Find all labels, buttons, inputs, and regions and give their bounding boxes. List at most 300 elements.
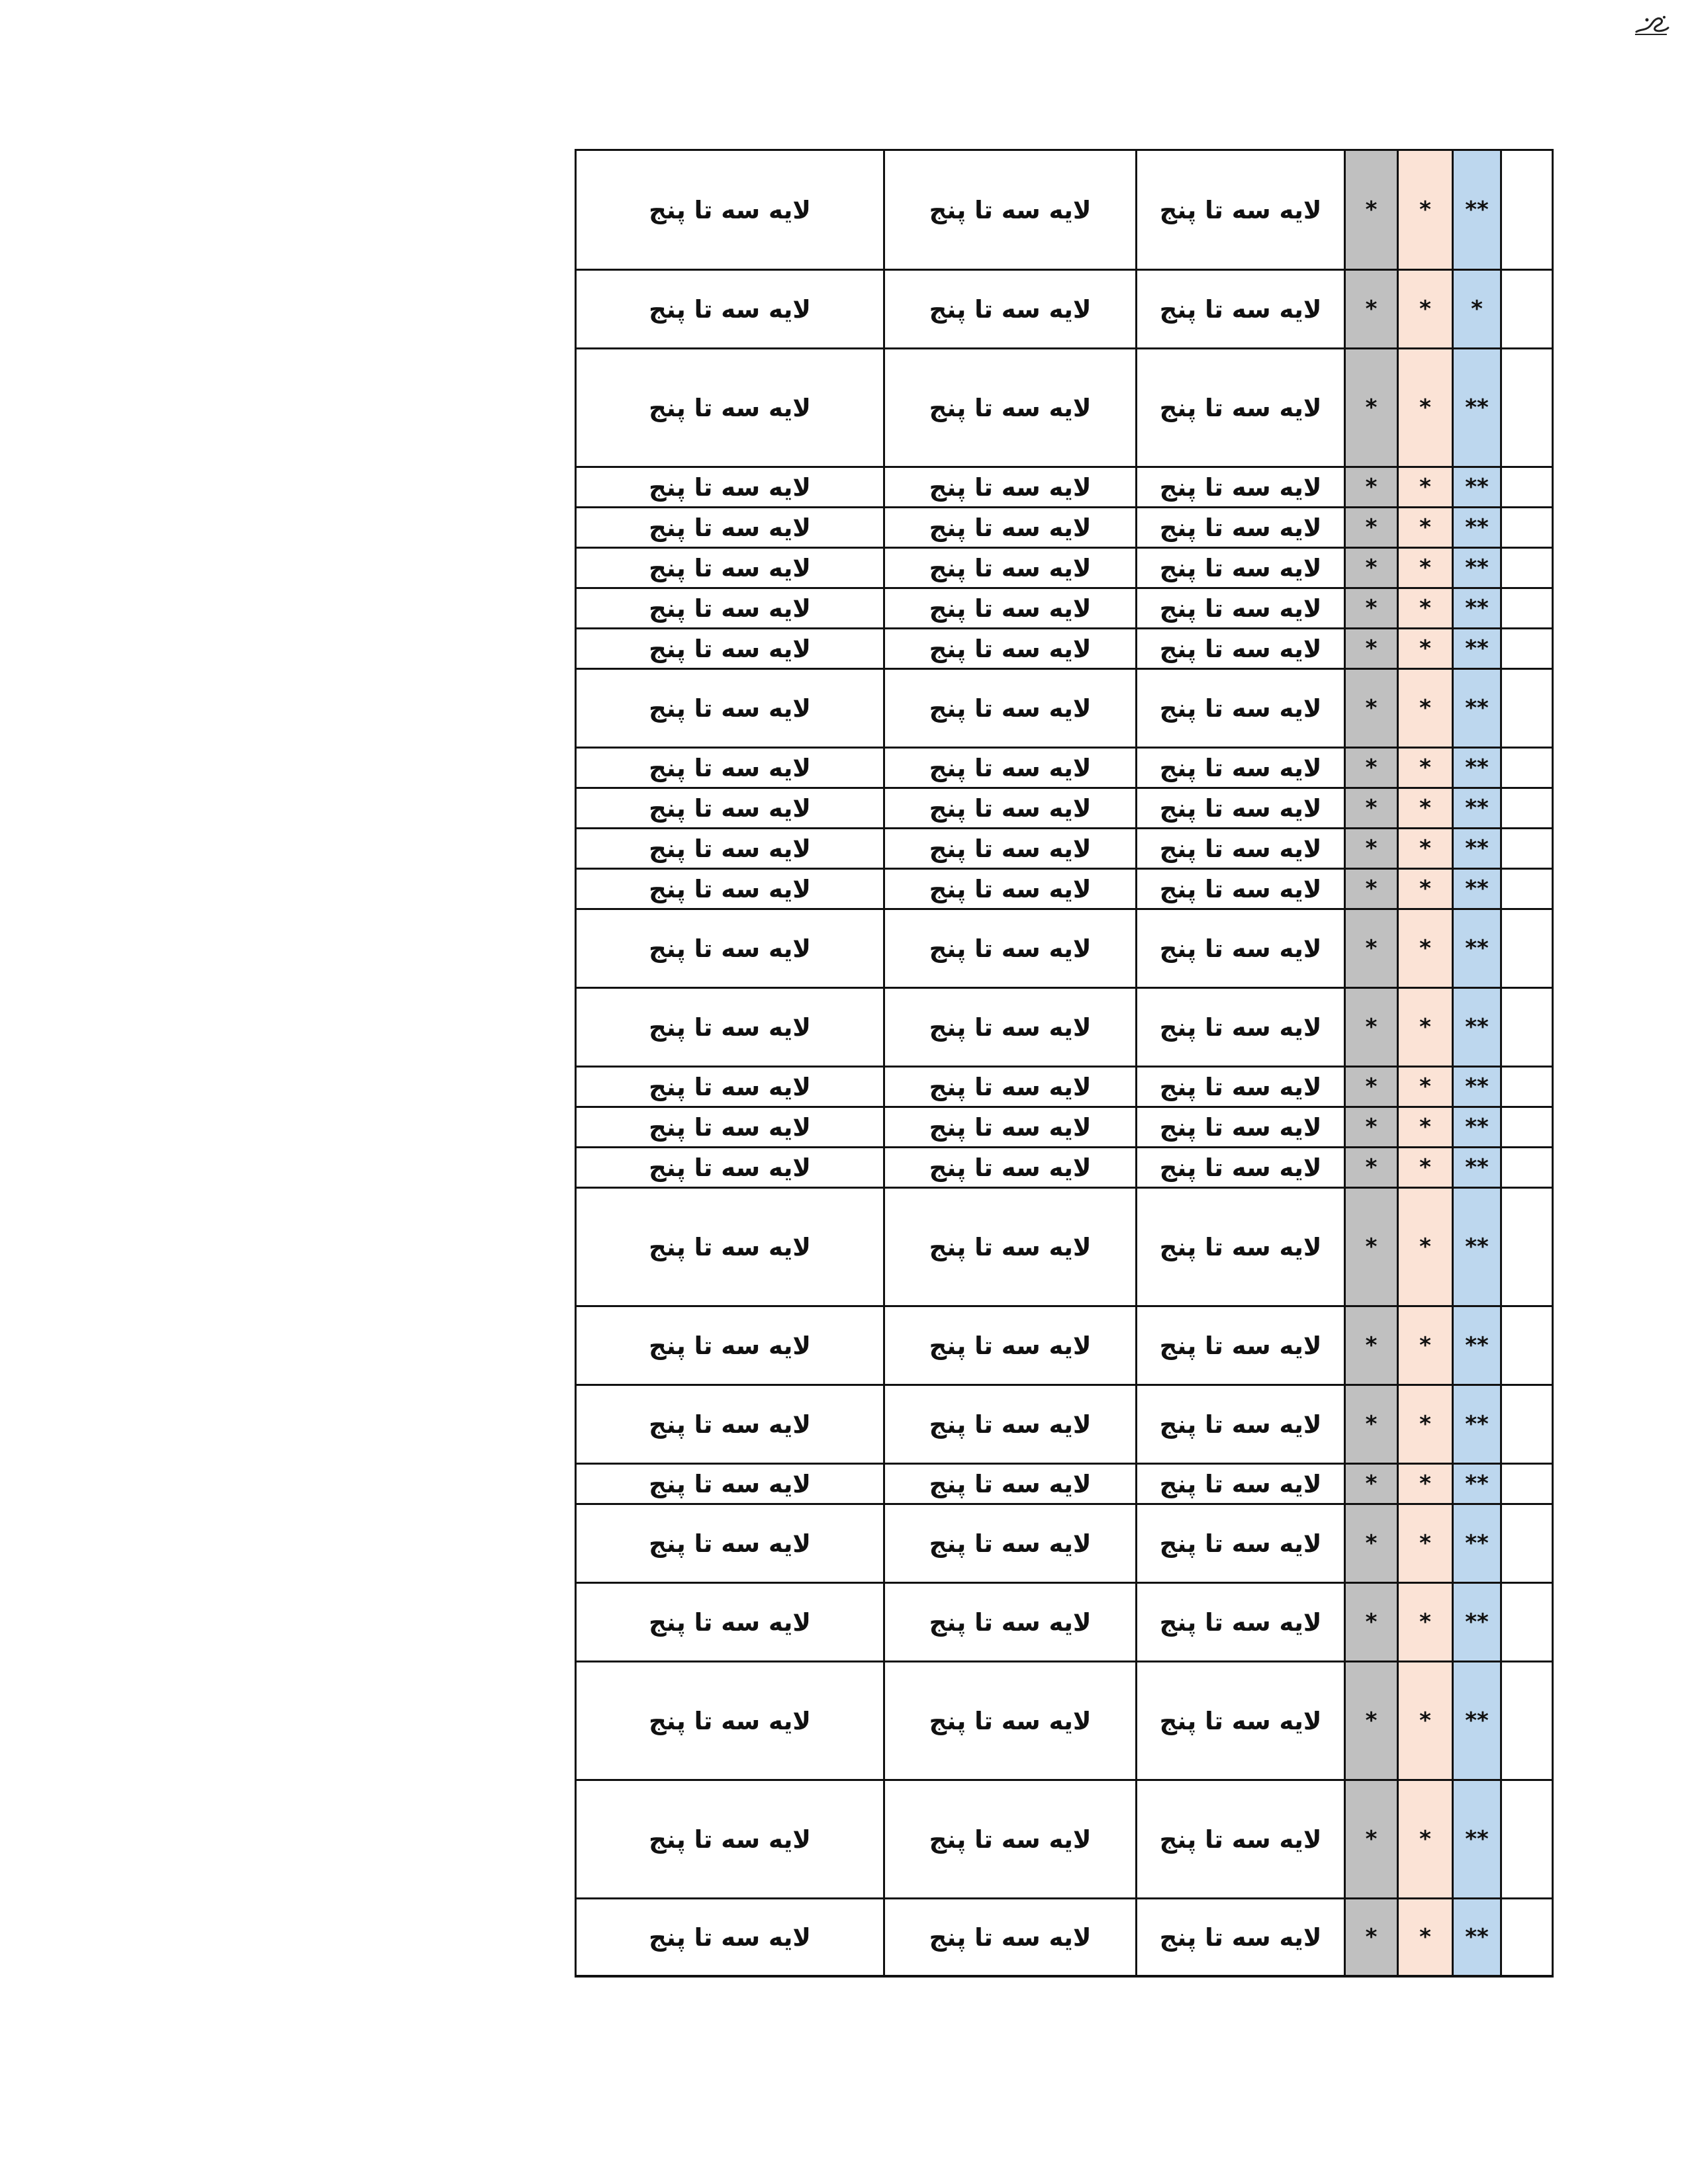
layer-label: لایه سه تا پنج (929, 874, 1092, 903)
empty-cell (1501, 1899, 1553, 1977)
layer-label: لایه سه تا پنج (649, 393, 811, 422)
table-row (576, 669, 1553, 748)
layer-label: لایه سه تا پنج (929, 934, 1092, 963)
mark-cell-peach (1398, 270, 1453, 349)
asterisk-mark: * (1419, 514, 1431, 541)
layer-label: لایه سه تا پنج (929, 594, 1092, 623)
empty-cell (1501, 788, 1553, 829)
asterisk-mark: * (1365, 1411, 1378, 1437)
layer-cell-b (884, 1148, 1137, 1188)
layer-label: لایه سه تا پنج (1159, 295, 1322, 324)
layer-cell-a (576, 788, 884, 829)
asterisk-mark: ** (1465, 635, 1489, 662)
empty-cell (1501, 467, 1553, 508)
layer-label: لایه سه تا پنج (1159, 1410, 1322, 1439)
asterisk-mark: * (1419, 1073, 1431, 1100)
asterisk-mark: * (1365, 1471, 1378, 1497)
layer-cell-c (1137, 1662, 1345, 1780)
asterisk-mark: ** (1465, 394, 1489, 421)
asterisk-mark: * (1365, 1826, 1378, 1852)
table-row (576, 1107, 1553, 1148)
mark-cell-blue (1453, 1148, 1501, 1188)
table-row (576, 548, 1553, 588)
layer-label: لایه سه تا پنج (649, 1072, 811, 1101)
layer-cell-a (576, 1067, 884, 1107)
layer-label: لایه سه تا پنج (1159, 1923, 1322, 1952)
empty-cell (1501, 1148, 1553, 1188)
layer-label: لایه سه تا پنج (929, 834, 1092, 863)
layer-label: لایه سه تا پنج (1159, 1153, 1322, 1182)
layer-label: لایه سه تا پنج (1159, 834, 1322, 863)
mark-cell-peach (1398, 548, 1453, 588)
layer-cell-b (884, 1188, 1137, 1306)
asterisk-mark: ** (1465, 754, 1489, 781)
layer-label: لایه سه تا پنج (929, 1153, 1092, 1182)
table-row (576, 349, 1553, 467)
layer-label: لایه سه تا پنج (929, 1072, 1092, 1101)
table-row (576, 629, 1553, 669)
empty-cell (1501, 548, 1553, 588)
mark-cell-peach (1398, 669, 1453, 748)
mark-cell-gray (1345, 1107, 1398, 1148)
layer-cell-b (884, 669, 1137, 748)
asterisk-mark: * (1419, 1471, 1431, 1497)
layer-cell-b (884, 1464, 1137, 1504)
table-row (576, 869, 1553, 909)
empty-cell (1501, 1188, 1553, 1306)
table-row (576, 150, 1553, 270)
table-row (576, 909, 1553, 988)
mark-cell-gray (1345, 669, 1398, 748)
empty-cell (1501, 349, 1553, 467)
mark-cell-blue (1453, 1583, 1501, 1662)
layer-label: لایه سه تا پنج (929, 694, 1092, 723)
layer-label: لایه سه تا پنج (649, 195, 811, 224)
layer-cell-a (576, 1188, 884, 1306)
layer-cell-c (1137, 829, 1345, 869)
asterisk-mark: ** (1465, 1471, 1489, 1497)
table-row (576, 1188, 1553, 1306)
table-row (576, 748, 1553, 788)
mark-cell-gray (1345, 1067, 1398, 1107)
layer-label: لایه سه تا پنج (1159, 1706, 1322, 1735)
layer-label: لایه سه تا پنج (649, 1331, 811, 1360)
layer-label: لایه سه تا پنج (929, 1113, 1092, 1142)
mark-cell-gray (1345, 629, 1398, 669)
mark-cell-gray (1345, 869, 1398, 909)
asterisk-mark: * (1419, 1411, 1431, 1437)
empty-cell (1501, 629, 1553, 669)
asterisk-mark: * (1419, 635, 1431, 662)
mark-cell-gray (1345, 1899, 1398, 1977)
layer-label: لایه سه تا پنج (649, 753, 811, 782)
layer-cell-a (576, 988, 884, 1067)
layer-label: لایه سه تا پنج (649, 513, 811, 542)
empty-cell (1501, 748, 1553, 788)
layer-label: لایه سه تا پنج (649, 794, 811, 823)
mark-cell-peach (1398, 629, 1453, 669)
layer-label: لایه سه تا پنج (649, 1232, 811, 1261)
mark-cell-peach (1398, 1780, 1453, 1899)
asterisk-mark: * (1365, 1234, 1378, 1260)
layer-cell-a (576, 1662, 884, 1780)
layer-cell-a (576, 909, 884, 988)
layer-label: لایه سه تا پنج (649, 1825, 811, 1854)
asterisk-mark: ** (1465, 1924, 1489, 1950)
asterisk-mark: ** (1465, 876, 1489, 902)
layer-cell-c (1137, 1464, 1345, 1504)
layer-cell-b (884, 548, 1137, 588)
mark-cell-blue (1453, 349, 1501, 467)
mark-cell-blue (1453, 629, 1501, 669)
asterisk-mark: * (1419, 1014, 1431, 1040)
mark-cell-peach (1398, 988, 1453, 1067)
asterisk-mark: * (1419, 1609, 1431, 1635)
layer-cell-a (576, 748, 884, 788)
layer-label: لایه سه تا پنج (1159, 195, 1322, 224)
layer-cell-c (1137, 1107, 1345, 1148)
layer-cell-b (884, 748, 1137, 788)
mark-cell-blue (1453, 988, 1501, 1067)
asterisk-mark: * (1419, 1707, 1431, 1734)
mark-cell-gray (1345, 349, 1398, 467)
layer-cell-a (576, 829, 884, 869)
layer-label: لایه سه تا پنج (929, 1706, 1092, 1735)
empty-cell (1501, 988, 1553, 1067)
layer-label: لایه سه تا پنج (1159, 1331, 1322, 1360)
layer-cell-c (1137, 467, 1345, 508)
mark-cell-blue (1453, 909, 1501, 988)
asterisk-mark: ** (1465, 795, 1489, 821)
asterisk-mark: * (1365, 795, 1378, 821)
asterisk-mark: * (1365, 197, 1378, 223)
mark-cell-peach (1398, 829, 1453, 869)
asterisk-mark: ** (1465, 1826, 1489, 1852)
layer-label: لایه سه تا پنج (929, 634, 1092, 663)
mark-cell-gray (1345, 1504, 1398, 1583)
layer-label: لایه سه تا پنج (929, 513, 1092, 542)
mark-cell-blue (1453, 467, 1501, 508)
mark-cell-gray (1345, 1583, 1398, 1662)
layer-label: لایه سه تا پنج (1159, 1608, 1322, 1637)
layer-label: لایه سه تا پنج (929, 1013, 1092, 1042)
layer-cell-b (884, 1504, 1137, 1583)
empty-cell (1501, 1780, 1553, 1899)
mark-cell-peach (1398, 748, 1453, 788)
mark-cell-blue (1453, 1504, 1501, 1583)
layer-cell-b (884, 349, 1137, 467)
layer-label: لایه سه تا پنج (649, 594, 811, 623)
mark-cell-blue (1453, 748, 1501, 788)
layer-cell-a (576, 1385, 884, 1464)
asterisk-mark: * (1471, 296, 1483, 322)
mark-cell-peach (1398, 467, 1453, 508)
table-row (576, 1780, 1553, 1899)
table-row (576, 1662, 1553, 1780)
mark-cell-blue (1453, 869, 1501, 909)
layer-cell-b (884, 1899, 1137, 1977)
asterisk-mark: * (1365, 1924, 1378, 1950)
asterisk-mark: ** (1465, 1332, 1489, 1359)
asterisk-mark: ** (1465, 1411, 1489, 1437)
mark-cell-blue (1453, 1306, 1501, 1385)
asterisk-mark: * (1419, 1154, 1431, 1181)
mark-cell-blue (1453, 1385, 1501, 1464)
layer-label: لایه سه تا پنج (1159, 1072, 1322, 1101)
site-logo-icon (1634, 12, 1669, 38)
layer-cell-a (576, 548, 884, 588)
mark-cell-peach (1398, 1107, 1453, 1148)
layer-label: لایه سه تا پنج (649, 1113, 811, 1142)
layer-label: لایه سه تا پنج (929, 1331, 1092, 1360)
layer-label: لایه سه تا پنج (929, 1232, 1092, 1261)
layer-label: لایه سه تا پنج (649, 834, 811, 863)
layer-label: لایه سه تا پنج (1159, 473, 1322, 502)
layer-label: لایه سه تا پنج (649, 634, 811, 663)
asterisk-mark: * (1419, 595, 1431, 621)
table-row (576, 1148, 1553, 1188)
layer-label: لایه سه تا پنج (1159, 1232, 1322, 1261)
empty-cell (1501, 829, 1553, 869)
mark-cell-gray (1345, 1306, 1398, 1385)
layer-cell-b (884, 1583, 1137, 1662)
asterisk-mark: ** (1465, 695, 1489, 721)
asterisk-mark: ** (1465, 1014, 1489, 1040)
asterisk-mark: * (1365, 555, 1378, 581)
mark-cell-peach (1398, 1148, 1453, 1188)
layer-label: لایه سه تا پنج (929, 195, 1092, 224)
empty-cell (1501, 1067, 1553, 1107)
asterisk-mark: * (1365, 595, 1378, 621)
layer-cell-c (1137, 909, 1345, 988)
asterisk-mark: ** (1465, 197, 1489, 223)
mark-cell-gray (1345, 467, 1398, 508)
table-row (576, 508, 1553, 548)
layer-label: لایه سه تا پنج (649, 1608, 811, 1637)
layer-cell-c (1137, 548, 1345, 588)
mark-cell-peach (1398, 1188, 1453, 1306)
asterisk-mark: * (1365, 695, 1378, 721)
layer-cell-c (1137, 1188, 1345, 1306)
mark-cell-blue (1453, 829, 1501, 869)
layer-cell-b (884, 1067, 1137, 1107)
empty-cell (1501, 1583, 1553, 1662)
layer-cell-a (576, 1148, 884, 1188)
empty-cell (1501, 869, 1553, 909)
layer-label: لایه سه تا پنج (929, 1410, 1092, 1439)
table-row (576, 1583, 1553, 1662)
layer-cell-c (1137, 270, 1345, 349)
layer-label: لایه سه تا پنج (649, 1410, 811, 1439)
empty-cell (1501, 270, 1553, 349)
layer-label: لایه سه تا پنج (929, 1469, 1092, 1498)
layer-cell-a (576, 508, 884, 548)
layer-cell-c (1137, 1583, 1345, 1662)
mark-cell-peach (1398, 1504, 1453, 1583)
mark-cell-blue (1453, 150, 1501, 270)
mark-cell-gray (1345, 1148, 1398, 1188)
asterisk-mark: ** (1465, 474, 1489, 500)
layer-label: لایه سه تا پنج (1159, 594, 1322, 623)
layer-cell-c (1137, 1148, 1345, 1188)
mark-cell-blue (1453, 270, 1501, 349)
empty-cell (1501, 1385, 1553, 1464)
mark-cell-blue (1453, 1067, 1501, 1107)
asterisk-mark: * (1365, 1014, 1378, 1040)
layer-label: لایه سه تا پنج (1159, 513, 1322, 542)
layer-cell-b (884, 1780, 1137, 1899)
layer-cell-b (884, 988, 1137, 1067)
table-row (576, 270, 1553, 349)
layer-label: لایه سه تا پنج (929, 553, 1092, 582)
layer-cell-b (884, 588, 1137, 629)
asterisk-mark: * (1365, 754, 1378, 781)
layer-label: لایه سه تا پنج (1159, 934, 1322, 963)
layer-label: لایه سه تا پنج (1159, 1825, 1322, 1854)
layer-cell-a (576, 349, 884, 467)
mark-cell-gray (1345, 909, 1398, 988)
layers-table (575, 149, 1554, 1978)
layer-cell-c (1137, 1780, 1345, 1899)
empty-cell (1501, 1306, 1553, 1385)
asterisk-mark: * (1419, 197, 1431, 223)
layer-label: لایه سه تا پنج (929, 794, 1092, 823)
mark-cell-gray (1345, 588, 1398, 629)
mark-cell-gray (1345, 988, 1398, 1067)
asterisk-mark: * (1419, 754, 1431, 781)
asterisk-mark: ** (1465, 1609, 1489, 1635)
asterisk-mark: * (1365, 514, 1378, 541)
mark-cell-peach (1398, 788, 1453, 829)
mark-cell-peach (1398, 508, 1453, 548)
layer-label: لایه سه تا پنج (929, 1529, 1092, 1558)
empty-cell (1501, 508, 1553, 548)
layer-label: لایه سه تا پنج (649, 1013, 811, 1042)
layer-label: لایه سه تا پنج (649, 1923, 811, 1952)
asterisk-mark: * (1419, 1924, 1431, 1950)
asterisk-mark: * (1419, 795, 1431, 821)
layer-label: لایه سه تا پنج (1159, 874, 1322, 903)
layer-cell-c (1137, 1504, 1345, 1583)
layer-cell-a (576, 1899, 884, 1977)
asterisk-mark: * (1365, 835, 1378, 862)
mark-cell-gray (1345, 1188, 1398, 1306)
layer-label: لایه سه تا پنج (649, 1153, 811, 1182)
asterisk-mark: * (1365, 876, 1378, 902)
mark-cell-blue (1453, 669, 1501, 748)
layer-label: لایه سه تا پنج (929, 473, 1092, 502)
asterisk-mark: * (1419, 876, 1431, 902)
mark-cell-blue (1453, 1662, 1501, 1780)
layer-cell-b (884, 270, 1137, 349)
table-row (576, 1067, 1553, 1107)
empty-cell (1501, 669, 1553, 748)
layer-cell-a (576, 629, 884, 669)
empty-cell (1501, 588, 1553, 629)
mark-cell-gray (1345, 748, 1398, 788)
layer-cell-b (884, 829, 1137, 869)
layer-label: لایه سه تا پنج (929, 1923, 1092, 1952)
asterisk-mark: * (1419, 394, 1431, 421)
layer-cell-b (884, 1107, 1137, 1148)
layer-label: لایه سه تا پنج (1159, 393, 1322, 422)
mark-cell-blue (1453, 1107, 1501, 1148)
mark-cell-peach (1398, 1464, 1453, 1504)
mark-cell-blue (1453, 508, 1501, 548)
layer-cell-a (576, 1583, 884, 1662)
mark-cell-blue (1453, 1188, 1501, 1306)
layer-label: لایه سه تا پنج (1159, 1469, 1322, 1498)
mark-cell-gray (1345, 150, 1398, 270)
table-row (576, 988, 1553, 1067)
layer-cell-b (884, 467, 1137, 508)
layer-cell-b (884, 150, 1137, 270)
layer-cell-b (884, 1385, 1137, 1464)
asterisk-mark: * (1365, 394, 1378, 421)
layer-cell-a (576, 1306, 884, 1385)
layer-cell-a (576, 1780, 884, 1899)
asterisk-mark: ** (1465, 1073, 1489, 1100)
layer-cell-b (884, 869, 1137, 909)
asterisk-mark: * (1419, 474, 1431, 500)
mark-cell-blue (1453, 1464, 1501, 1504)
mark-cell-peach (1398, 1385, 1453, 1464)
asterisk-mark: * (1365, 1154, 1378, 1181)
asterisk-mark: * (1365, 1114, 1378, 1140)
mark-cell-blue (1453, 788, 1501, 829)
asterisk-mark: ** (1465, 835, 1489, 862)
asterisk-mark: ** (1465, 595, 1489, 621)
mark-cell-blue (1453, 1780, 1501, 1899)
mark-cell-peach (1398, 869, 1453, 909)
mark-cell-peach (1398, 349, 1453, 467)
layer-label: لایه سه تا پنج (929, 753, 1092, 782)
empty-cell (1501, 150, 1553, 270)
layer-label: لایه سه تا پنج (649, 694, 811, 723)
mark-cell-peach (1398, 1067, 1453, 1107)
mark-cell-peach (1398, 150, 1453, 270)
layer-label: لایه سه تا پنج (1159, 634, 1322, 663)
mark-cell-gray (1345, 508, 1398, 548)
layer-label: لایه سه تا پنج (1159, 1529, 1322, 1558)
mark-cell-gray (1345, 1662, 1398, 1780)
layer-label: لایه سه تا پنج (1159, 694, 1322, 723)
layer-cell-c (1137, 988, 1345, 1067)
layer-cell-a (576, 588, 884, 629)
layer-label: لایه سه تا پنج (1159, 1113, 1322, 1142)
table-row (576, 467, 1553, 508)
layer-label: لایه سه تا پنج (649, 295, 811, 324)
layer-label: لایه سه تا پنج (649, 1469, 811, 1498)
layer-label: لایه سه تا پنج (649, 1529, 811, 1558)
layer-label: لایه سه تا پنج (1159, 553, 1322, 582)
layer-cell-c (1137, 788, 1345, 829)
mark-cell-gray (1345, 1780, 1398, 1899)
asterisk-mark: * (1419, 1234, 1431, 1260)
asterisk-mark: * (1419, 935, 1431, 962)
layer-cell-c (1137, 1385, 1345, 1464)
layer-cell-a (576, 1464, 884, 1504)
mark-cell-gray (1345, 1385, 1398, 1464)
asterisk-mark: ** (1465, 1234, 1489, 1260)
empty-cell (1501, 909, 1553, 988)
layer-cell-a (576, 869, 884, 909)
asterisk-mark: * (1365, 1609, 1378, 1635)
table-row (576, 1504, 1553, 1583)
table-row (576, 1385, 1553, 1464)
asterisk-mark: ** (1465, 935, 1489, 962)
asterisk-mark: * (1365, 1530, 1378, 1557)
